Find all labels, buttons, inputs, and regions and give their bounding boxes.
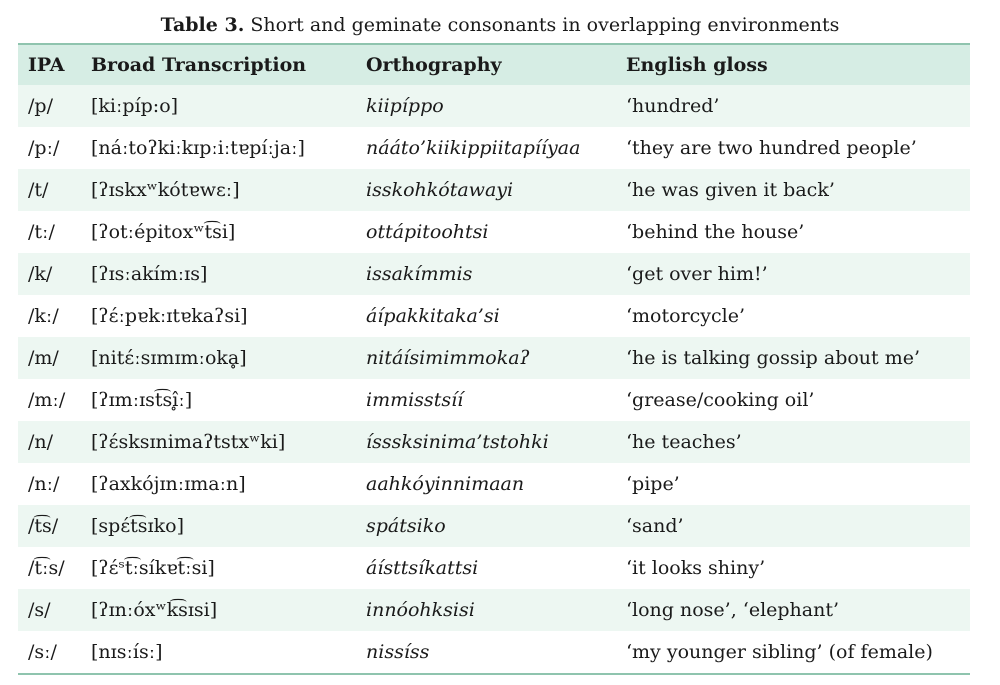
table-header (18, 44, 970, 85)
ipa-cell: /m/ (28, 347, 59, 369)
gloss-cell: ‘my younger sibling’ (of female) (626, 641, 933, 663)
orthography-cell: ísssksinima’tstohki (366, 431, 549, 453)
table-row (18, 85, 970, 127)
header-broad-transcription: Broad Transcription (91, 54, 307, 76)
table-row (18, 589, 970, 631)
table-row (18, 169, 970, 211)
header-english-gloss: English gloss (626, 54, 768, 76)
table-row (18, 295, 970, 337)
ipa-cell: /k/ (28, 263, 53, 285)
ipa-cell: /n/ (28, 431, 54, 453)
header-row (18, 44, 970, 85)
gloss-cell: ‘it looks shiny’ (626, 557, 766, 579)
orthography-cell: nááto’kiikippiitapííyaa (366, 137, 581, 159)
broad-cell: [ʔaxkójɪnːɪmaːn] (91, 473, 246, 495)
ipa-cell: /sː/ (28, 641, 57, 663)
header-orthography: Orthography (366, 54, 502, 76)
gloss-cell: ‘get over him!’ (626, 263, 768, 285)
gloss-cell: ‘sand’ (626, 515, 684, 537)
ipa-cell: /tː/ (28, 221, 55, 243)
caption-label: Table 3. (160, 14, 245, 36)
orthography-cell: isskohkótawayi (366, 179, 514, 201)
ipa-cell: /mː/ (28, 389, 66, 411)
broad-cell: [ʔɛ́sksɪnimaʔtstxʷki] (91, 431, 286, 453)
ipa-cell: /s/ (28, 599, 51, 621)
table-row (18, 253, 970, 295)
gloss-cell: ‘pipe’ (626, 473, 680, 495)
table-row (18, 631, 970, 674)
broad-cell: [ʔɛ́ːpɐkːɪtɐkaʔsi] (91, 305, 248, 327)
orthography-cell: áípakkitaka’si (366, 305, 500, 327)
gloss-cell: ‘motorcycle’ (626, 305, 746, 327)
ipa-cell: /p/ (28, 95, 53, 117)
orthography-cell: spátsiko (366, 515, 446, 537)
orthography-cell: nitáísimimmokaʔ (366, 347, 530, 369)
broad-cell: [náːtoʔkiːkɪpːiːtɐpíːjaː] (91, 137, 305, 159)
broad-cell: [ʔɪmːɪst͡sî̥ː] (91, 389, 193, 411)
table-row (18, 337, 970, 379)
ipa-cell: /nː/ (28, 473, 60, 495)
orthography-cell: nissíss (366, 641, 430, 663)
table-body (18, 85, 970, 674)
orthography-cell: áísttsíkattsi (366, 557, 479, 579)
gloss-cell: ‘grease/cooking oil’ (626, 389, 815, 411)
broad-cell: [spɛ́t͡sɪko] (91, 515, 184, 537)
ipa-cell: /pː/ (28, 137, 60, 159)
orthography-cell: ottápitoohtsi (366, 221, 489, 243)
broad-cell: [nɪsːísː] (91, 641, 163, 663)
ipa-cell: /t͡ːs/ (28, 557, 65, 579)
broad-cell: [ʔɪskxʷkótɐwɛː] (91, 179, 240, 201)
gloss-cell: ‘they are two hundred people’ (626, 137, 917, 159)
broad-cell: [ʔɪsːakímːɪs] (91, 263, 208, 285)
table-row (18, 127, 970, 169)
broad-cell: [kiːpíp:o] (91, 95, 179, 117)
broad-cell: [nitɛ́ːsɪmɪmːokḁ] (91, 347, 247, 369)
table-row (18, 211, 970, 253)
gloss-cell: ‘he is talking gossip about me’ (626, 347, 921, 369)
orthography-cell: issakímmis (366, 263, 473, 285)
gloss-cell: ‘he was given it back’ (626, 179, 835, 201)
ipa-cell: /kː/ (28, 305, 59, 327)
broad-cell: [ʔotːépitoxʷt͡si] (91, 221, 236, 243)
table-row (18, 421, 970, 463)
caption-text: Short and geminate consonants in overlapping environments (250, 14, 840, 36)
gloss-cell: ‘behind the house’ (626, 221, 805, 243)
consonants-table (18, 43, 970, 675)
orthography-cell: immisstsíí (366, 389, 464, 411)
broad-cell: [ʔɛ́ˢt͡ːsíkɐt͡ːsi] (91, 557, 215, 579)
table-row (18, 463, 970, 505)
ipa-cell: /t͡s/ (28, 515, 59, 537)
broad-cell: [ʔɪnːóxʷk͡sɪsi] (91, 599, 218, 621)
table-row (18, 547, 970, 589)
gloss-cell: ‘he teaches’ (626, 431, 742, 453)
table-row (18, 379, 970, 421)
table-caption (0, 12, 1000, 38)
orthography-cell: aahkóyinnimaan (366, 473, 525, 495)
ipa-cell: /t/ (28, 179, 49, 201)
header-ipa: IPA (28, 54, 65, 76)
gloss-cell: ‘hundred’ (626, 95, 720, 117)
orthography-cell: innóohksisi (366, 599, 475, 621)
gloss-cell: ‘long nose’, ‘elephant’ (626, 599, 840, 621)
orthography-cell: kiipíppo (366, 95, 444, 117)
table-row (18, 505, 970, 547)
